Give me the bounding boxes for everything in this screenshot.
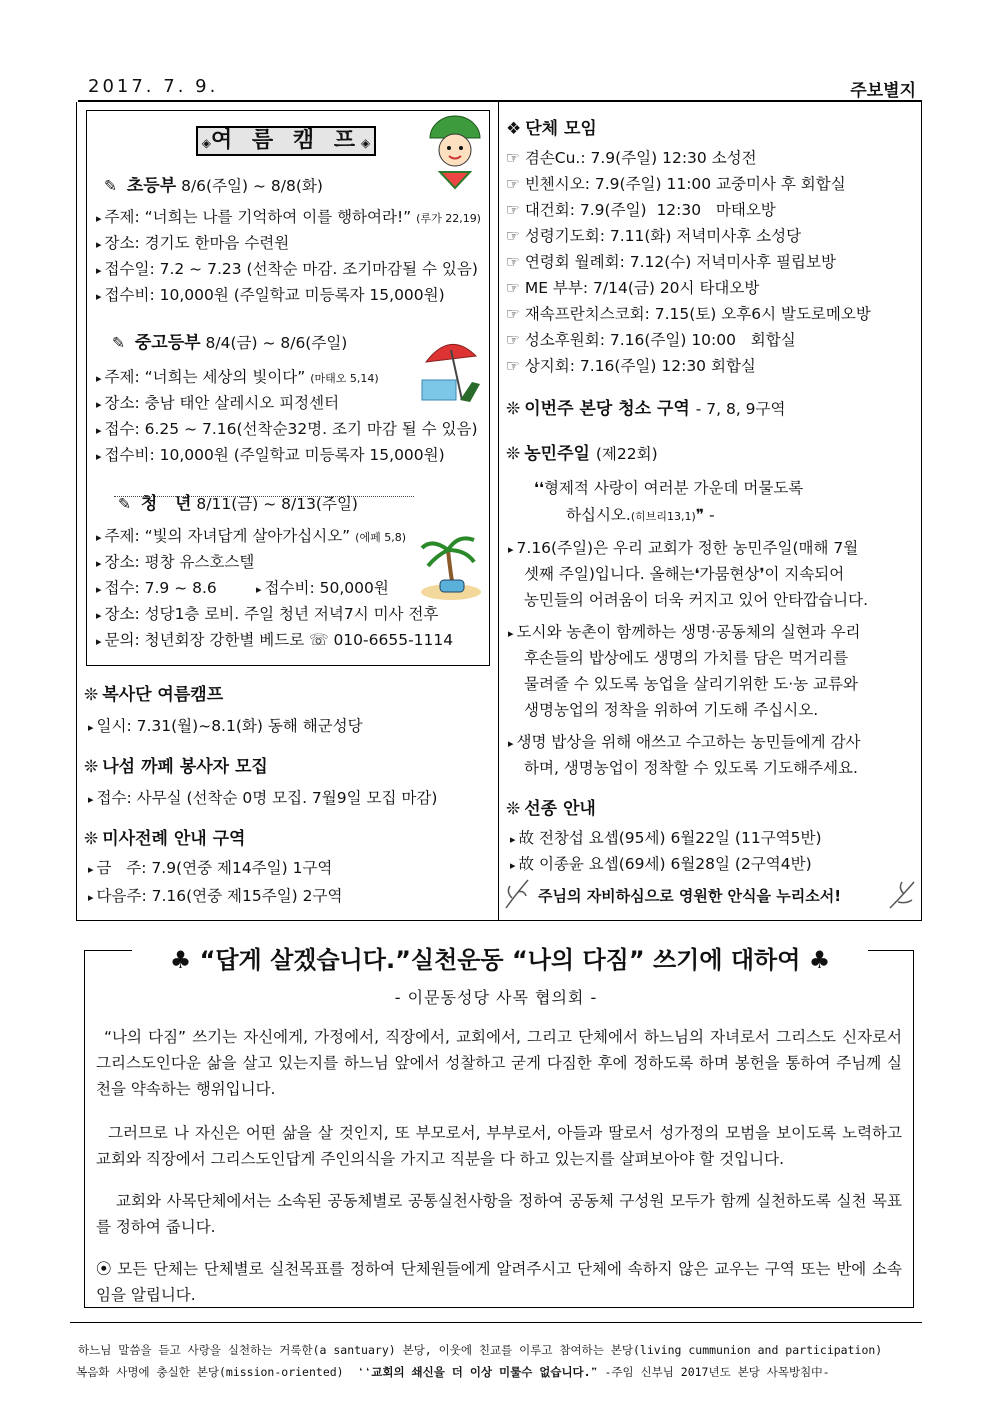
farmers-quote-1: ❛❛형제적 사랑이 여러분 가운데 머물도록: [534, 479, 804, 497]
middle-reg: ▸ 접수: 6.25 ~ 7.16(선착순32명. 조기 마감 될 수 있음): [96, 419, 478, 441]
middle-place: ▸ 장소: 충남 태안 살레시오 피정센터: [96, 393, 339, 415]
footer-line-1: 하느님 말씀을 듣고 사랑을 실천하는 거룩한(a santuary) 본당, 이웃에 친교를 이루고 참여하는 본당(living cummunion and participation): [78, 1343, 883, 1357]
pointing-hand-icon: ☞: [506, 175, 525, 193]
group-meeting-text: 성소후원회: 7.16(주일) 10:00 회합실: [524, 331, 796, 349]
farmers-p2-l4: 생명농업의 정착을 위하여 기도해 주십시오.: [524, 701, 819, 719]
groups-title-text: 단체 모임: [525, 119, 597, 139]
group-meeting-text: ME 부부: 7/14(금) 20시 타대오방: [524, 279, 760, 297]
camp-title-text: 여 름 캠 프: [211, 128, 361, 153]
page-header: [78, 76, 920, 100]
altar-server-camp-date: ▸ 일시: 7.31(월)~8.1(화) 동해 해군성당: [88, 716, 363, 738]
youth-theme: [96, 526, 406, 548]
group-meeting-text: 빈첸시오: 7.9(주일) 11:00 교중미사 후 회합실: [524, 175, 846, 193]
summer-camp-title: [196, 126, 376, 156]
youth-name: 청 년: [140, 494, 192, 514]
farmers-p2-l1: ▸ 도시와 농촌이 함께하는 생명·공동체의 실현과 우리: [508, 622, 861, 644]
youth-dates: 8/11(금) ~ 8/13(주일): [196, 495, 358, 513]
cleaning-value: - 7, 8, 9구역: [695, 400, 786, 418]
group-meeting-text: 재속프란치스코회: 7.15(토) 오후6시 발도로메오방: [524, 305, 871, 323]
pledge-para-4: ⦿ 모든 단체는 단체별로 실천목표를 정하여 단체원들에게 알려주시고 단체에 속하지 않은 교우는 구역 또는 반에 소속임을 알립니다.: [96, 1260, 902, 1304]
pointing-hand-icon: ☞: [506, 201, 525, 219]
youth-theme-text: 주제: “빛의 자녀답게 살아가십시오”: [104, 527, 351, 545]
elementary-heading: [104, 176, 323, 196]
footer-line-2: [76, 1364, 830, 1380]
deaths-title: [506, 798, 596, 820]
youth-ref: (에페 5,8): [355, 531, 406, 544]
pointing-hand-icon: ☞: [506, 357, 525, 375]
pointing-hand-icon: ☞: [506, 331, 525, 349]
pledge-para-1: “나의 다짐” 쓰기는 자신에게, 가정에서, 직장에서, 교회에서, 그리고 단체에서 하느님의 자녀로서 그리스도 신자로서 그리스도인다운 삶을 살고 있는지를 하느님 앞에서 성찰하고 굳게 다짐한 후에 정하도록 하며 봉헌을 통하여 주님께 실천을 약속하는 행위입니다.: [96, 1028, 902, 1098]
asterisk-icon: ❊: [84, 829, 99, 849]
altar-server-camp-title-text: 복사단 여름캠프: [102, 685, 224, 705]
quote-ref: (히브리13,1): [630, 510, 696, 523]
mass-next-week: ▸ 다음주: 7.16(연중 제15주일) 2구역: [88, 886, 342, 908]
youth-place: ▸ 장소: 평창 유스호스텔: [96, 552, 254, 574]
group-meeting-item: [506, 330, 796, 350]
farmers-p1-l1: ▸ 7.16(주일)은 우리 교회가 정한 농민주일(매해 7월: [508, 538, 858, 560]
elementary-place: ▸ 장소: 경기도 한마음 수련원: [96, 233, 289, 255]
youth-meeting: ▸ 장소: 성당1층 로비. 주일 청년 저녁7시 미사 전후: [96, 604, 438, 626]
farmers-p1-l3: 농민들의 어려움이 더욱 커지고 있어 안타깝습니다.: [524, 591, 868, 609]
asterisk-icon: ❊: [506, 799, 521, 819]
elementary-fee: ▸ 접수비: 10,000원 (주일학교 미등록자 15,000원): [96, 285, 445, 307]
footer-line-2a: 복음화 사명에 충실한 본당(mission-oriented): [76, 1365, 344, 1379]
farmers-title: [506, 443, 658, 465]
mass-this-week: ▸ 금 주: 7.9(연중 제14주일) 1구역: [88, 858, 332, 880]
pencil-icon: ✎: [104, 177, 117, 195]
mass-liturgy-title-text: 미사전례 안내 구역: [102, 829, 246, 849]
middle-theme-text: 주제: “너희는 세상의 빛이다”: [104, 368, 306, 386]
death-item-1: ▸ 故 전창섭 요셉(95세) 6월22일 (11구역5반): [510, 828, 822, 850]
group-meeting-item: [506, 252, 836, 272]
group-meeting-text: 대건회: 7.9(주일) 12:30 마태오방: [524, 201, 776, 219]
youth-fee: ▸ 접수비: 50,000원: [256, 578, 389, 600]
farmers-title-text: 농민주일: [524, 444, 590, 464]
farmers-p1-l2: 셋째 주일)입니다. 올해는❛가뭄현상❜이 지속되어: [524, 565, 845, 583]
elementary-dates-reg: ▸ 접수일: 7.2 ~ 7.23 (선착순 마감. 조기마감될 수 있음): [96, 259, 478, 281]
diamond-icon: ◈: [201, 136, 211, 150]
group-meeting-text: 겸손Cu.: 7.9(주일) 12:30 소성전: [524, 149, 757, 167]
quote-2-text: 하십시오.: [566, 506, 631, 524]
group-meeting-text: 성령기도회: 7.11(화) 저녁미사후 소성당: [524, 227, 802, 245]
frame-right: [921, 102, 922, 920]
group-meeting-item: [506, 174, 846, 194]
cafe-volunteer-title-text: 나섬 까페 봉사자 모집: [102, 757, 268, 777]
youth-contact: ▸ 문의: 청년회장 강한별 베드로 ☏ 010-6655-1114: [96, 630, 453, 652]
middle-heading: [112, 333, 347, 353]
diamond-icon: ◈: [361, 136, 371, 150]
mass-liturgy-title: [84, 828, 245, 850]
cross-branch-left-icon: [502, 876, 532, 912]
bulletin-date: 2017. 7. 9.: [88, 76, 219, 97]
footer-line-2b: ❛❛교회의 쇄신을 더 이상 미룰수 없습니다.❞: [357, 1365, 598, 1379]
elementary-theme-text: 주제: “너희는 나를 기억하여 이를 행하여라!”: [104, 208, 412, 226]
asterisk-icon: ❊: [84, 685, 99, 705]
asterisk-icon: ❊: [506, 444, 521, 464]
watermelon-kid-icon: [424, 112, 486, 190]
farmers-p2-l3: 물려줄 수 있도록 농업을 살리기위한 도·농 교류와: [524, 675, 858, 693]
pointing-hand-icon: ☞: [506, 279, 525, 297]
group-meeting-item: [506, 278, 759, 298]
header-divider: [78, 100, 922, 102]
beach-umbrella-icon: [420, 336, 484, 408]
deaths-prayer: 주님의 자비하심으로 영원한 안식을 누리소서!: [538, 887, 842, 905]
elementary-name: 초등부: [126, 176, 177, 196]
altar-server-camp-title: [84, 684, 223, 706]
deaths-title-text: 선종 안내: [524, 799, 596, 819]
section-divider: [76, 920, 922, 921]
asterisk-icon: ❊: [506, 399, 521, 419]
pointing-hand-icon: ☞: [506, 253, 525, 271]
cafe-volunteer-reg: ▸ 접수: 사무실 (선착순 0명 모집. 7월9일 모집 마감): [88, 788, 437, 810]
elementary-ref: (루가 22,19): [416, 212, 481, 225]
farmers-p3-l1: ▸ 생명 밥상을 위해 애쓰고 수고하는 농민들에게 감사: [508, 732, 861, 754]
pledge-title: ♣ “답게 살겠습니다.”실천운동 “나의 다짐” 쓰기에 대하여 ♣: [132, 940, 868, 980]
group-meeting-item: [506, 356, 756, 376]
asterisk-icon: ❊: [84, 757, 99, 777]
bulletin-title: 주보별지: [850, 81, 916, 101]
cafe-volunteer-title: [84, 756, 268, 778]
cross-branch-right-icon: [886, 876, 918, 912]
pointing-hand-icon: ☞: [506, 305, 525, 323]
footer-divider: [70, 1322, 922, 1323]
elementary-theme: [96, 207, 481, 229]
pencil-icon: ✎: [118, 495, 131, 513]
groups-title: [506, 118, 597, 140]
group-meeting-text: 상지회: 7.16(주일) 12:30 회합실: [524, 357, 756, 375]
frame-left: [76, 102, 77, 920]
farmers-sub: (제22회): [595, 445, 658, 463]
middle-name: 중고등부: [134, 333, 201, 353]
youth-reg: ▸ 접수: 7.9 ~ 8.6: [96, 578, 217, 600]
pencil-icon: ✎: [112, 334, 125, 352]
farmers-p3-l2: 하며, 생명농업이 정착할 수 있도록 기도해주세요.: [524, 759, 858, 777]
middle-dates: 8/4(금) ~ 8/6(주일): [205, 334, 348, 352]
pledge-para-3: 교회와 사목단체에서는 소속된 공동체별로 공통실천사항을 정하여 공동체 구성원 모두가 함께 실천하도록 실천 목표를 정하여 줍니다.: [96, 1192, 902, 1236]
quote-end: ❞ -: [695, 506, 715, 524]
footer-line-2c: -주임 신부님 2017년도 본당 사목방침中-: [604, 1365, 830, 1379]
farmers-quote-2: [566, 505, 715, 527]
middle-fee: ▸ 접수비: 10,000원 (주일학교 미등록자 15,000원): [96, 445, 445, 467]
youth-heading: [118, 494, 358, 514]
group-meeting-item: [506, 148, 757, 168]
pledge-subtitle: - 이문동성당 사목 협의회 -: [394, 988, 598, 1007]
group-meeting-item: [506, 200, 776, 220]
middle-ref: (마태오 5,14): [310, 372, 379, 385]
elementary-dates: 8/6(주일) ~ 8/8(화): [181, 177, 323, 195]
farmers-p2-l2: 후손들의 밥상에도 생명의 가치를 담은 먹거리를: [524, 649, 849, 667]
group-meeting-item: [506, 304, 871, 324]
column-divider: [498, 102, 499, 920]
pointing-hand-icon: ☞: [506, 149, 525, 167]
flower-icon: ❖: [506, 119, 522, 139]
pledge-para-2: 그러므로 나 자신은 어떤 삶을 살 것인지, 또 부모로서, 부부로서, 아들과 딸로서 성가정의 모범을 보이도록 노력하고 교회와 직장에서 그리스도인답게 주인의식을 가지고 직분을 다 하고 있는지를 살펴보아야 할 것입니다.: [96, 1124, 902, 1168]
palm-tree-car-icon: [418, 530, 484, 602]
group-meeting-text: 연령회 월례회: 7.12(수) 저녁미사후 필립보방: [524, 253, 836, 271]
pointing-hand-icon: ☞: [506, 227, 525, 245]
middle-theme: [96, 367, 379, 389]
group-meeting-item: [506, 226, 801, 246]
cleaning-title: [506, 398, 786, 420]
cleaning-title-text: 이번주 본당 청소 구역: [524, 399, 690, 419]
death-item-2: ▸ 故 이종윤 요셉(69세) 6월28일 (2구역4반): [510, 854, 812, 876]
